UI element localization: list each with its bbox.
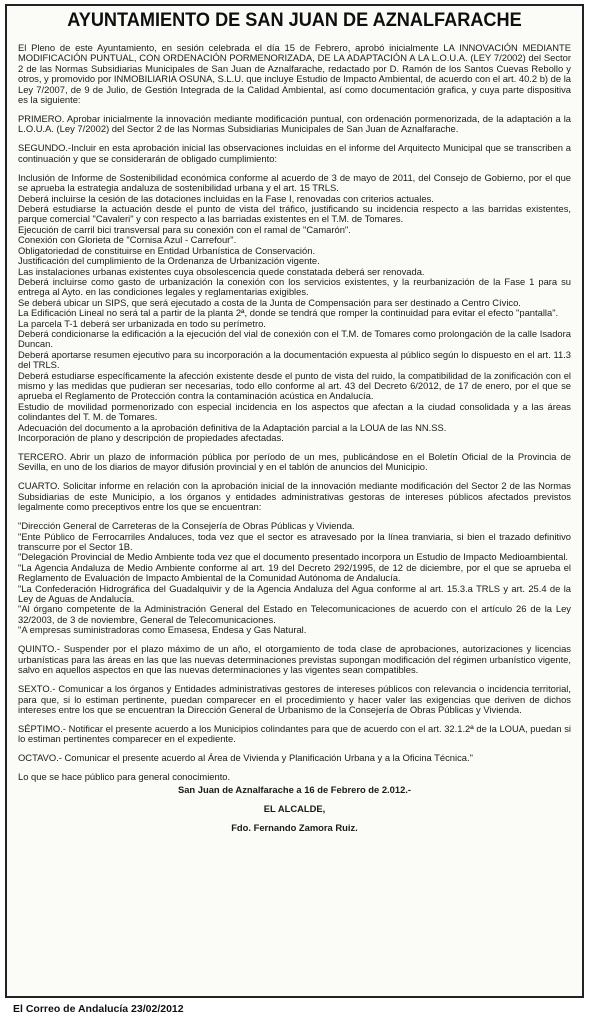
- list-item: Deberá incluirse la cesión de las dotaciones incluidas en la Fase I, renovadas con criterios actuales.: [18, 192, 434, 204]
- list-item: "Dirección General de Carreteras de la Consejería de Obras Públicas y Vivienda.: [18, 520, 355, 532]
- list-item: Estudio de movilidad pormenorizado con especial incidencia en los aspectos que afectan a la ciudad consolidada y a las áreas colindantes del T. M. de Tomares.: [18, 400, 571, 423]
- organos-list: [18, 521, 571, 635]
- notice-body: [18, 43, 571, 842]
- signature-name: Fdo. Fernando Zamora Ruiz.: [231, 821, 358, 833]
- source-footer: El Correo de Andalucía 23/02/2012: [13, 1003, 184, 1015]
- closing-paragraph: Lo que se hace público para general conocimiento.: [18, 771, 231, 783]
- list-item: "La Confederación Hidrográfica del Guadalquivir y de la Agencia Andaluza del Agua conforme al art. 15.3.a TRLS y art. 25.4 de la Ley de Aguas de Andalucía.: [18, 582, 571, 605]
- primero-paragraph: PRIMERO. Aprobar inicialmente la innovación mediante modificación puntual, con ordenación pormenorizada, de la adaptación a la L.O.U.A. (Ley 7/2002) del Sector 2 de las Normas Subsidiarias Municipales de San Juan de Aznalfarache.: [18, 113, 571, 135]
- list-item: "Al órgano competente de la Administración General del Estado en Telecomunicaciones de acuerdo con el artículo 26 de la Ley 32/2003, de 3 de noviembre, General de Telecomunicaciones.: [18, 603, 571, 625]
- list-item: "La Agencia Andaluza de Medio Ambiente conforme al art. 19 del Decreto 292/1995, de 12 de diciembre, por el que se aprueba el Reglamento de Evaluación de Impacto Ambiental de la Comunidad Autónoma de Andalucía.: [18, 561, 571, 584]
- list-item: Las instalaciones urbanas existentes cuya obsolescencia quede constatada deberá ser renovada.: [18, 265, 425, 277]
- list-item: Deberá estudiarse específicamente la afección existente desde el punto de vista del ruido, la compatibilidad de la zonificación con el mismo y las medidas que pudieran ser necesarias, todo ello conforme al art. 43 del Decreto 6/2012, de 17 de enero, por el que se aprueba el Reglamento de Protección contra la contaminación acústica en Andalucía.: [18, 369, 571, 402]
- list-item: "Ente Público de Ferrocarriles Andaluces, toda vez que el sector es atravesado por la línea tranviaria, si bien el trazado definitivo transcurre por el Sector 1B.: [18, 530, 571, 553]
- signature-block: [18, 785, 571, 833]
- notice-title: AYUNTAMIENTO DE SAN JUAN DE AZNALFARACHE: [67, 9, 522, 31]
- notice-frame: [5, 4, 584, 998]
- septimo-paragraph: SÉPTIMO.- Notificar el presente acuerdo a los Municipios colindantes para que de acuerdo con el art. 32.1.2ª de la LOUA, puedan si lo estiman pertinentes comparecer en el expediente.: [18, 722, 571, 745]
- segundo-paragraph: SEGUNDO.-Incluir en esta aprobación inicial las observaciones incluidas en el informe del Arquitecto Municipal que se transcriben a continuación y que se considerarán de obligado cumplimiento:: [18, 142, 571, 164]
- tercero-paragraph: TERCERO. Abrir un plazo de información pública por período de un mes, publicándose en el Boletín Oficial de la Provincia de Sevilla, en uno de los diarios de mayor difusión provincial y en el tablón de anuncios del Municipio.: [18, 451, 571, 473]
- list-item: Deberá condicionarse la edificación a la ejecución del vial de conexión con el T.M. de Tomares como prolongación de la calle Isadora Duncan.: [18, 327, 571, 350]
- list-item: "Delegación Provincial de Medio Ambiente toda vez que el documento presentado incorpora un Estudio de Impacto Medioambiental.: [18, 551, 569, 563]
- cuarto-paragraph: CUARTO. Solicitar informe en relación con la aprobación inicial de la innovación mediante modificación del Sector 2 de las Normas Subsidiarias de este Municipio, a los órganos y entidades administrativas gestoras de intereses públicos afectados previstos legalmente como preceptivos entre los que se encuentran:: [18, 480, 571, 513]
- signature-role: EL ALCALDE,: [263, 802, 326, 814]
- list-item: Inclusión de Informe de Sostenibilidad económica conforme al acuerdo de 3 de mayo de 2011, del Consejo de Gobierno, por el que se aprueba la estrategia andaluza de sostenibilidad urbana y el art. 15 TRLS.: [18, 171, 571, 194]
- list-item: Justificación del cumplimiento de la Ordenanza de Urbanización vigente.: [18, 255, 320, 267]
- list-item: La parcela T-1 deberá ser urbanizada en todo su perímetro.: [18, 317, 266, 329]
- list-item: Incorporación de plano y descripción de propiedades afectadas.: [18, 432, 284, 443]
- signature-place-date: San Juan de Aznalfarache a 16 de Febrero de 2.012.-: [177, 783, 412, 795]
- list-item: Ejecución de carril bici transversal para su conexión con el ramal de "Camarón".: [18, 223, 351, 235]
- list-item: La Edificación Lineal no será tal a partir de la planta 2ª, donde se tendrá que romper la continuidad para evitar el efecto "pantalla".: [18, 307, 559, 319]
- list-item: Deberá incluirse como gasto de urbanización la conexión con los servicios existentes, y la reurbanización de la Fase 1 para su entrega al Ayto. en las condiciones legales y reglamentarias exigibles.: [18, 275, 571, 298]
- quinto-paragraph: QUINTO.- Suspender por el plazo máximo de un año, el otorgamiento de toda clase de aprobaciones, autorizaciones y licencias urbanísticas para las áreas en las que las nuevas determinaciones previstas supongan modificación del régimen urbanístico vigente, salvo en aquellos aspectos en que las nuevas determinaciones y las vigentes sean compatibles.: [18, 643, 571, 676]
- list-item: Adecuación del documento a la aprobación definitiva de la Adaptación parcial a la LOUA de las NN.SS.: [18, 421, 447, 433]
- list-item: Conexión con Glorieta de "Cornisa Azul - Carrefour".: [18, 234, 237, 246]
- octavo-paragraph: OCTAVO.- Comunicar el presente acuerdo al Área de Vivienda y Planificación Urbana y a la Oficina Técnica.": [18, 752, 473, 764]
- intro-paragraph: El Pleno de este Ayuntamiento, en sesión celebrada el día 15 de Febrero, aprobó inicialmente LA INNOVACIÓN MEDIANTE MODIFICACIÓN PUNTUAL, CON ORDENACIÓN PORMENORIZADA, DE LA ADAPTACIÓN A LA L.O.U.A. (LEY 7/2002) del Sector 2 de las Normas Subsidiarias Municipales de San Juan de Aznalfarache, redactado por D. Ramón de los Santos Cuevas Rebollo y otros, y promovido por INMOBILIARIA OSUNA, S.L.U. que incluye Estudio de Impacto Ambiental, de acuerdo con el art. 40.2 b) de la Ley 7/2007, de 9 de Julio, de Gestión Integrada de la Calidad Ambiental, así como documentación grafica, y cuya parte dispositiva es la siguiente:: [18, 42, 571, 106]
- sexto-paragraph: SEXTO.- Comunicar a los órganos y Entidades administrativas gestores de intereses públicos con relevancia o incidencia territorial, para que, si lo estiman pertinente, puedan comparecer en el procedimiento y hacer valer las exigencias que deriven de dichos intereses entre los que se encuentran la Dirección General de Urbanismo de la Consejería de Obras Públicas y Vivienda.: [18, 683, 571, 715]
- list-item: Deberá aportarse resumen ejecutivo para su incorporación a la documentación expuesta al público según lo dispuesto en el art. 11.3 del TRLS.: [18, 348, 571, 371]
- list-item: Obligatoriedad de constituirse en Entidad Urbanística de Conservación.: [18, 244, 316, 256]
- observaciones-list: [18, 173, 571, 444]
- list-item: Deberá estudiarse la actuación desde el punto de vista del tráfico, justificando su incidencia respecto a las barridas existentes, parque comercial "Cavaleri" y con respecto a las barriadas existentes en el T.M. de Tomares.: [18, 203, 571, 225]
- list-item: "A empresas suministradoras como Emasesa, Endesa y Gas Natural.: [18, 624, 307, 636]
- list-item: Se deberá ubicar un SIPS, que será ejecutado a costa de la Junta de Compensación para ser destinado a Centro Cívico.: [18, 296, 521, 308]
